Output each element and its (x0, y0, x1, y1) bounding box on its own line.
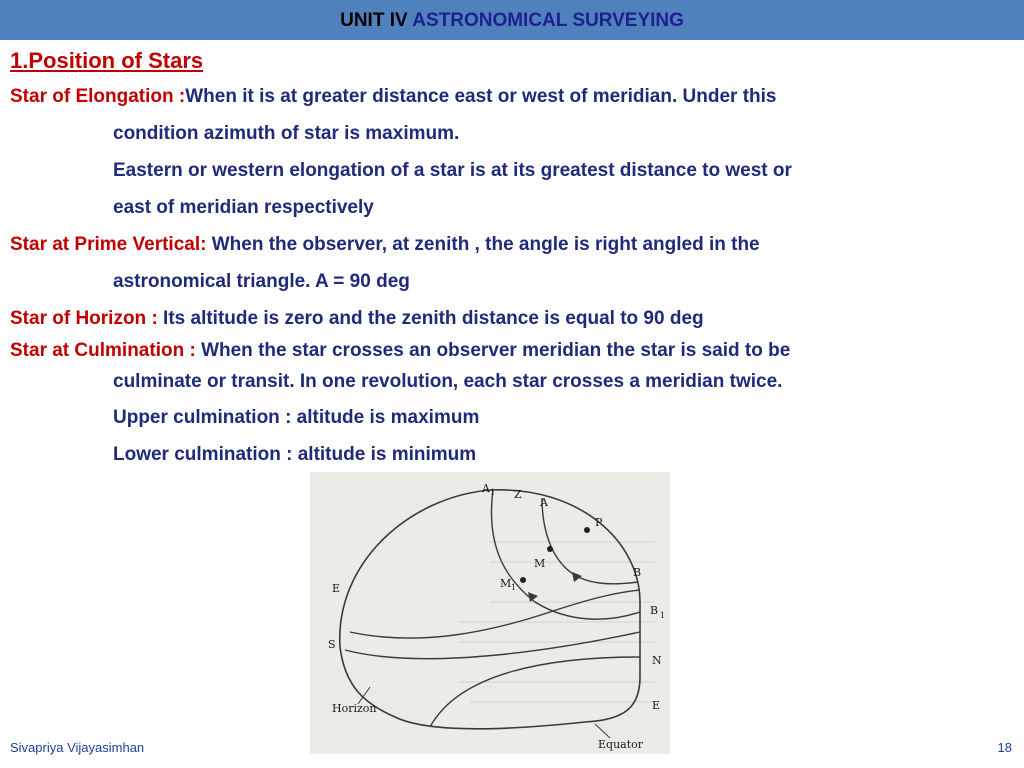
elongation-cont-1: condition azimuth of star is maximum. (113, 123, 460, 144)
celestial-sphere-figure (310, 472, 670, 754)
elongation-cont-2: Eastern or western elongation of a star is at its greatest distance to west or (113, 160, 792, 181)
label-p: P (595, 516, 603, 529)
term-horizon: Star of Horizon : (10, 308, 158, 329)
prime-vertical-text: When the observer, at zenith , the angle is right angled in the (206, 234, 760, 255)
culmination-text: When the star crosses an observer meridian the star is said to be (195, 340, 791, 361)
section-title: 1.Position of Stars (10, 48, 204, 73)
culmination-cont-3: Lower culmination : altitude is minimum (113, 444, 477, 465)
culmination-cont-2: Upper culmination : altitude is maximum (113, 407, 480, 428)
term-elongation: Star of Elongation : (10, 86, 186, 107)
label-horizon: Horizon (332, 702, 377, 715)
elongation-line (10, 78, 1010, 115)
horizon-text: Its altitude is zero and the zenith distance is equal to 90 deg (157, 308, 704, 329)
title-bar (0, 0, 1024, 40)
title-subject: ASTRONOMICAL SURVEYING (412, 10, 684, 31)
label-n: N (652, 654, 662, 667)
label-m1-sub: 1 (511, 583, 517, 592)
prime-vertical-cont-1: astronomical triangle. A = 90 deg (113, 271, 410, 292)
prime-vertical-line (10, 226, 1010, 263)
label-s: S (328, 638, 336, 651)
celestial-sphere-diagram (310, 472, 670, 754)
slide-content (10, 44, 1010, 473)
label-z: Z (514, 488, 522, 501)
label-m1: M (500, 577, 512, 590)
label-b1-sub: 1 (660, 611, 666, 620)
term-prime-vertical: Star at Prime Vertical: (10, 234, 207, 255)
label-e-right: E (652, 699, 661, 712)
label-m: M (534, 557, 546, 570)
label-equator: Equator (598, 738, 644, 751)
label-e-left: E (332, 582, 341, 595)
elongation-text: When it is at greater distance east or west of meridian. Under this (185, 86, 777, 107)
footer-page-number: 18 (997, 740, 1012, 755)
label-b1: B (650, 604, 659, 617)
title-unit: UNIT IV (340, 10, 408, 31)
label-a1-sub: 1 (490, 488, 496, 497)
label-a: A (540, 496, 548, 509)
horizon-line (10, 300, 1010, 337)
label-a1: A (482, 482, 490, 495)
label-b: B (633, 566, 642, 579)
footer-author: Sivapriya Vijayasimhan (10, 740, 145, 755)
culmination-cont-1: culminate or transit. In one revolution, each star crosses a meridian twice. (113, 371, 783, 392)
elongation-cont-3: east of meridian respectively (113, 197, 374, 218)
term-culmination: Star at Culmination : (10, 340, 196, 361)
culmination-line (10, 337, 1010, 368)
